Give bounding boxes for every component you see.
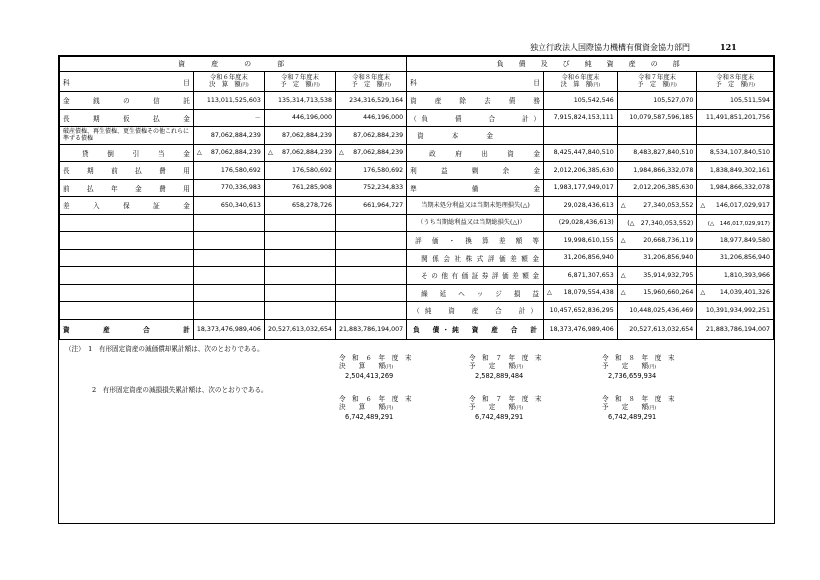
asset-fy6: 176,580,692	[193, 162, 264, 180]
liab-fy8: 1,984,866,332,078	[697, 179, 774, 197]
asset-label: 長 期 前 払 費 用	[60, 162, 194, 180]
liab-fy7: (△ 27,340,053,552)	[617, 214, 697, 232]
liab-total-label: 負 債・純 資 産 合 計	[407, 319, 544, 339]
liab-fy7: △ 35,914,932,795	[617, 267, 697, 285]
liab-fy7: △ 27,340,053,552	[617, 197, 697, 215]
note-2-fy8: 令 和 ８ 年 度 末 予 定 額(円) 6,742,489,291	[602, 395, 675, 421]
asset-fy6: △ 87,062,884,239	[193, 144, 264, 162]
liab-label: 関係会社株式評価差額金	[407, 249, 544, 267]
liab-fy7: 31,206,856,940	[617, 249, 697, 267]
balance-sheet-frame	[58, 55, 775, 524]
negative-mark: △	[267, 149, 273, 157]
liab-label: 政 府 出 資 金	[407, 144, 544, 162]
asset-fy8	[336, 302, 407, 320]
liab-label: 評価・換算差額等	[407, 232, 544, 250]
asset-fy7	[264, 249, 335, 267]
asset-label: 破産債権、再生債権、更生債権その他これらに準ずる債権	[60, 127, 194, 145]
table-row	[60, 92, 774, 110]
asset-fy8-header: 令和８年度末 予 定 額(円)	[336, 72, 407, 92]
asset-fy8: 752,234,833	[336, 179, 407, 197]
liab-fy6: 19,998,610,155	[543, 232, 617, 250]
table-row	[60, 232, 774, 250]
liab-fy8: △ 146,017,029,917	[697, 197, 774, 215]
section-header-row	[60, 57, 774, 72]
liab-fy8: △ 14,039,401,326	[697, 284, 774, 302]
asset-fy7	[264, 232, 335, 250]
liab-fy6: 105,542,546	[543, 92, 617, 110]
asset-fy7-header: 令和７年度末 予 定 額(円)	[264, 72, 335, 92]
asset-fy6: －	[193, 109, 264, 127]
negative-mark: △	[700, 201, 706, 209]
asset-total-fy6: 18,373,476,989,406	[193, 319, 264, 339]
asset-fy6: 650,340,613	[193, 197, 264, 215]
liab-fy8: 10,391,934,992,251	[697, 302, 774, 320]
asset-fy6-header: 令和６年度末 決 算 額(円)	[193, 72, 264, 92]
liab-fy8: (△ 146,017,029,917)	[697, 214, 774, 232]
asset-fy7: 176,580,692	[264, 162, 335, 180]
asset-fy6	[193, 249, 264, 267]
asset-label: 金 銭 の 信 託	[60, 92, 194, 110]
asset-fy8: 87,062,884,239	[336, 127, 407, 145]
table-row	[60, 162, 774, 180]
negative-mark: △	[339, 149, 344, 157]
liab-fy6	[543, 127, 617, 145]
asset-fy7	[264, 284, 335, 302]
asset-label: 貸 倒 引 当 金	[60, 144, 194, 162]
liab-label: 利 益 剰 余 金	[407, 162, 544, 180]
liab-label: （純 資 産 合 計）	[407, 302, 544, 320]
assets-section-title: 資 産 の 部	[60, 57, 407, 72]
table-row	[60, 267, 774, 285]
asset-fy8	[336, 249, 407, 267]
liab-label: 準 備 金	[407, 179, 544, 197]
asset-label: 長 期 仮 払 金	[60, 109, 194, 127]
table-row	[60, 144, 774, 162]
liab-fy8: 1,838,849,302,161	[697, 162, 774, 180]
table-row	[60, 302, 774, 320]
note-1-fy8: 令 和 ８ 年 度 末 予 定 額(円) 2,736,659,934	[602, 354, 675, 380]
note-1-fy6: 令 和 ６ 年 度 末 決 算 額(円) 2,504,413,269	[339, 354, 412, 380]
asset-fy7: 761,285,908	[264, 179, 335, 197]
note-2-fy6: 令 和 ６ 年 度 末 決 算 額(円) 6,742,489,291	[339, 395, 412, 421]
asset-label: 前 払 年 金 費 用	[60, 179, 194, 197]
asset-fy6	[193, 267, 264, 285]
asset-label	[60, 267, 194, 285]
negative-mark: △	[546, 289, 552, 297]
asset-total-fy7: 20,527,613,032,654	[264, 319, 335, 339]
asset-fy6: 87,062,884,239	[193, 127, 264, 145]
liab-label: 資 産 除 去 債 務	[407, 92, 544, 110]
liab-fy7: 10,079,587,596,185	[617, 109, 697, 127]
asset-label	[60, 284, 194, 302]
asset-fy6	[193, 232, 264, 250]
liab-fy8: 105,511,594	[697, 92, 774, 110]
page-header-title: 独立行政法人国際協力機構有償資金協力部門	[530, 43, 690, 52]
table-row	[60, 127, 774, 145]
asset-fy7	[264, 267, 335, 285]
liab-fy8: 18,977,849,580	[697, 232, 774, 250]
liab-fy8: 31,206,856,940	[697, 249, 774, 267]
liab-fy7: 10,448,025,436,469	[617, 302, 697, 320]
asset-fy6	[193, 284, 264, 302]
asset-fy7	[264, 214, 335, 232]
liab-fy6: 8,425,447,840,510	[543, 144, 617, 162]
liab-fy8: 1,810,393,966	[697, 267, 774, 285]
asset-label	[60, 232, 194, 250]
liab-fy7: △ 20,668,736,119	[617, 232, 697, 250]
asset-fy8	[336, 232, 407, 250]
negative-mark: △	[196, 149, 202, 157]
liab-fy7: △ 15,960,660,264	[617, 284, 697, 302]
note-2-fy7: 令 和 ７ 年 度 末 予 定 額(円) 6,742,489,291	[469, 395, 542, 421]
table-row	[60, 109, 774, 127]
liab-fy7-header: 令和７年度末 予 定 額(円)	[617, 72, 697, 92]
asset-fy8	[336, 214, 407, 232]
asset-total-fy8: 21,883,786,194,007	[336, 319, 407, 339]
liab-fy6: 6,871,307,653	[543, 267, 617, 285]
asset-fy7: △ 87,062,884,239	[264, 144, 335, 162]
liab-fy8-header: 令和８年度末 予 定 額(円)	[697, 72, 774, 92]
asset-fy8: 176,580,692	[336, 162, 407, 180]
page-number: 121	[720, 42, 737, 52]
liabilities-section-title: 負 債 及 び 純 資 産 の 部	[407, 57, 774, 72]
asset-fy7: 87,062,884,239	[264, 127, 335, 145]
note-2-text: 2 有形固定資産の減損損失累計額は、次のとおりである。	[92, 386, 268, 394]
asset-fy8: 661,964,727	[336, 197, 407, 215]
liab-total-fy8: 21,883,786,194,007	[697, 319, 774, 339]
liab-fy6: 1,983,177,949,017	[543, 179, 617, 197]
asset-fy6: 113,011,525,603	[193, 92, 264, 110]
liab-fy6: △ 18,079,554,438	[543, 284, 617, 302]
liab-label: 当期未処分利益又は当期未処理損失(△)	[407, 197, 544, 215]
asset-label	[60, 249, 194, 267]
liab-fy6: 7,915,824,153,111	[543, 109, 617, 127]
asset-total-label: 資 産 合 計	[60, 319, 194, 339]
liab-fy6: (29,028,436,613)	[543, 214, 617, 232]
asset-label: 差 入 保 証 金	[60, 197, 194, 215]
asset-fy8: 446,196,000	[336, 109, 407, 127]
asset-label	[60, 214, 194, 232]
liab-fy6: 10,457,652,836,295	[543, 302, 617, 320]
table-row	[60, 284, 774, 302]
liab-fy7: 1,984,866,332,078	[617, 162, 697, 180]
liab-total-fy7: 20,527,613,032,654	[617, 319, 697, 339]
table-row	[60, 214, 774, 232]
liab-fy6: 31,206,856,940	[543, 249, 617, 267]
liab-subject-header: 科 目	[407, 72, 544, 92]
asset-fy8	[336, 267, 407, 285]
asset-fy7	[264, 302, 335, 320]
liab-label: その他有価証券評価差額金	[407, 267, 544, 285]
asset-subject-header: 科 目	[60, 72, 194, 92]
asset-fy8: 234,316,529,164	[336, 92, 407, 110]
column-header-row	[60, 72, 774, 92]
asset-fy8: △ 87,062,884,239	[336, 144, 407, 162]
asset-fy6	[193, 302, 264, 320]
liab-fy7	[617, 127, 697, 145]
liab-fy6-header: 令和６年度末 決 算 額(円)	[543, 72, 617, 92]
liab-fy7: 105,527,070	[617, 92, 697, 110]
asset-label	[60, 302, 194, 320]
table-row	[60, 249, 774, 267]
asset-fy7: 135,314,713,538	[264, 92, 335, 110]
asset-fy7: 446,196,000	[264, 109, 335, 127]
negative-mark: △	[620, 271, 626, 279]
negative-mark: △	[620, 201, 626, 209]
liab-fy7: 8,483,827,840,510	[617, 144, 697, 162]
table-row	[60, 197, 774, 215]
liab-fy6: 2,012,206,385,630	[543, 162, 617, 180]
table-row	[60, 179, 774, 197]
totals-row	[60, 319, 774, 339]
liab-fy7: 2,012,206,385,630	[617, 179, 697, 197]
negative-mark: △	[620, 236, 626, 244]
liab-fy8: 8,534,107,840,510	[697, 144, 774, 162]
negative-mark: △	[620, 289, 626, 297]
liab-label: （負 債 合 計）	[407, 109, 544, 127]
asset-fy6: 770,336,983	[193, 179, 264, 197]
liab-total-fy6: 18,373,476,989,406	[543, 319, 617, 339]
note-1-text: （注） 1 有形固定資産の減価償却累計額は、次のとおりである。	[65, 345, 264, 353]
asset-fy8	[336, 284, 407, 302]
liab-fy8	[697, 127, 774, 145]
liab-label: 資 本 金	[407, 127, 544, 145]
note-1-fy7: 令 和 ７ 年 度 末 予 定 額(円) 2,582,889,484	[469, 354, 542, 380]
liab-fy6: 29,028,436,613	[543, 197, 617, 215]
liab-label: （うち当期総利益又は当期総損失(△)）	[407, 214, 544, 232]
negative-mark: △	[700, 289, 706, 297]
balance-sheet-table	[59, 56, 774, 340]
liab-label: 繰 延 ヘ ッ ジ 損 益	[407, 284, 544, 302]
asset-fy6	[193, 214, 264, 232]
asset-fy7: 658,278,726	[264, 197, 335, 215]
liab-fy8: 11,491,851,201,756	[697, 109, 774, 127]
